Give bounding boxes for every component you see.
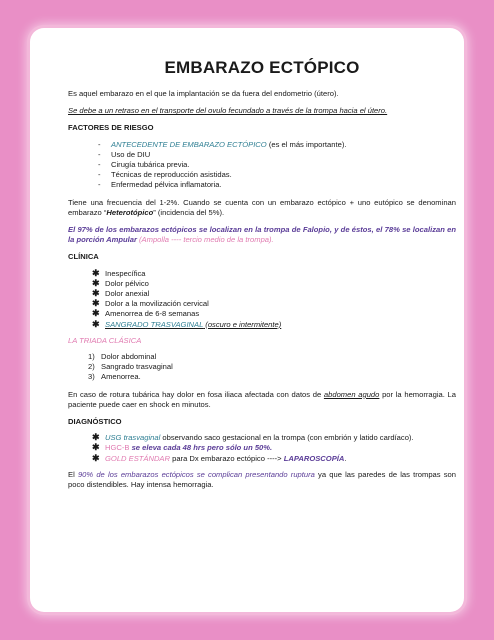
list-item (98, 140, 456, 150)
usg-label: USG trasvaginal (105, 433, 161, 443)
list-item-text: observando saco gestacional en la trompa (con embrión y latido cardíaco). (160, 433, 414, 443)
list-item: - Técnicas de reproducción asistidas. (98, 170, 456, 180)
list-item (92, 320, 456, 330)
closing-pre: El (68, 469, 78, 479)
list-item (88, 372, 456, 382)
list-item (92, 289, 456, 299)
list-item (92, 454, 456, 464)
rupture-em: abdomen agudo (323, 389, 380, 399)
list-item (92, 269, 456, 279)
rupture-text (68, 390, 456, 410)
list-item-text: Amenorrea. (101, 372, 141, 382)
list-item (92, 443, 456, 453)
cause-text: Se debe a un retraso en el transporte del ovulo fecundado a través de la trompa hacia el útero. (68, 106, 388, 116)
location-note: (Ampolla ---- tercio medio de la trompa). (139, 235, 274, 245)
clinica-heading: CLÍNICA (68, 252, 99, 262)
location-text (68, 225, 456, 245)
bleeding-note: (oscuro e intermitente) (203, 319, 282, 329)
page-title: EMBARAZO ECTÓPICO (164, 58, 360, 77)
risk-factors-heading: FACTORES DE RIESGO (68, 123, 154, 133)
list-item: - Uso de DIU (98, 150, 456, 160)
list-item (88, 352, 456, 362)
document-page (30, 28, 464, 612)
triada-list (68, 352, 456, 383)
list-item-text: para Dx embarazo ectópico ----> (169, 453, 284, 463)
document-content (68, 58, 456, 497)
frequency-text (68, 198, 456, 218)
bleeding-em: SANGRADO TRASVAGINAL (105, 319, 204, 329)
asterisk-bullet-icon: ✱ (92, 442, 100, 453)
list-item-text: Amenorrea de 6-8 semanas (105, 309, 200, 319)
list-item (92, 433, 456, 443)
rupture-post: por la hemorragia. La paciente puede caer en shock en minutos. (68, 389, 456, 409)
asterisk-bullet-icon: ✱ (92, 452, 100, 463)
asterisk-bullet-icon: ✱ (92, 298, 100, 309)
hgc-label: HGC-B (105, 443, 130, 453)
asterisk-bullet-icon: ✱ (92, 308, 100, 319)
bleeding-item (105, 320, 281, 329)
list-number: 2) (88, 362, 95, 372)
asterisk-bullet-icon: ✱ (92, 432, 100, 443)
diagnostico-heading: DIAGNÓSTICO (68, 417, 122, 427)
asterisk-bullet-icon: ✱ (92, 267, 100, 278)
list-item (92, 279, 456, 289)
list-item-text: Dolor abdominal (101, 352, 157, 362)
list-item-text: Sangrado trasvaginal (101, 362, 173, 372)
diagnostico-list (68, 433, 456, 464)
list-item: - Enfermedad pélvica inflamatoria. (98, 180, 456, 190)
laparoscopy-label: LAPAROSCOPÍA (283, 453, 345, 463)
frequency-term: Heterotópico (106, 207, 154, 217)
list-item-text: (es el más importante). (266, 139, 347, 149)
list-item: - Cirugía tubárica previa. (98, 160, 456, 170)
list-item-text: Dolor anexial (105, 289, 150, 299)
list-item-text: Inespecífica (105, 268, 146, 278)
key-factor: ANTECEDENTE DE EMBARAZO ECTÓPICO (111, 139, 267, 149)
intro-text: Es aquel embarazo en el que la implantación se da fuera del endometrio (útero). (68, 89, 339, 98)
list-item-text: Dolor a la movilización cervical (105, 299, 209, 309)
risk-factors-list (68, 140, 456, 191)
gold-standard-label: GOLD ESTÁNDAR (105, 453, 170, 463)
closing-post: ya que las paredes de las trompas son poco distendibles. Hay intensa hemorragia. (68, 469, 456, 490)
asterisk-bullet-icon: ✱ (92, 318, 100, 329)
rupture-pre: En caso de rotura tubárica hay dolor en fosa iliaca afectada con datos de (68, 389, 324, 399)
list-item-dot: . (344, 453, 347, 463)
closing-em: 90% de los embarazos ectópicos se complican presentando ruptura (77, 469, 315, 479)
closing-text (68, 470, 456, 490)
list-number: 1) (88, 352, 95, 362)
asterisk-bullet-icon: ✱ (92, 288, 100, 299)
list-number: 3) (88, 372, 95, 382)
frequency-post: ” (incidencia del 5%). (153, 207, 225, 217)
asterisk-bullet-icon: ✱ (92, 277, 100, 288)
triada-heading: LA TRIADA CLÁSICA (68, 335, 142, 345)
list-item (92, 309, 456, 319)
frequency-pre: Tiene una frecuencia del 1-2%. Cuando se cuenta con un embarazo ectópico + uno eutópico se denominan embarazo “ (68, 197, 456, 217)
clinica-list (68, 269, 456, 330)
list-item-text: Dolor pélvico (105, 278, 149, 288)
location-main: El 97% de los embarazos ectópicos se localizan en la trompa de Falopio, y de éstos, el 78% se localizan en la porción Ampular (68, 225, 456, 245)
list-item-text: se eleva cada 48 hrs pero sólo un 50%. (129, 443, 273, 453)
list-item (92, 299, 456, 309)
list-item (88, 362, 456, 372)
